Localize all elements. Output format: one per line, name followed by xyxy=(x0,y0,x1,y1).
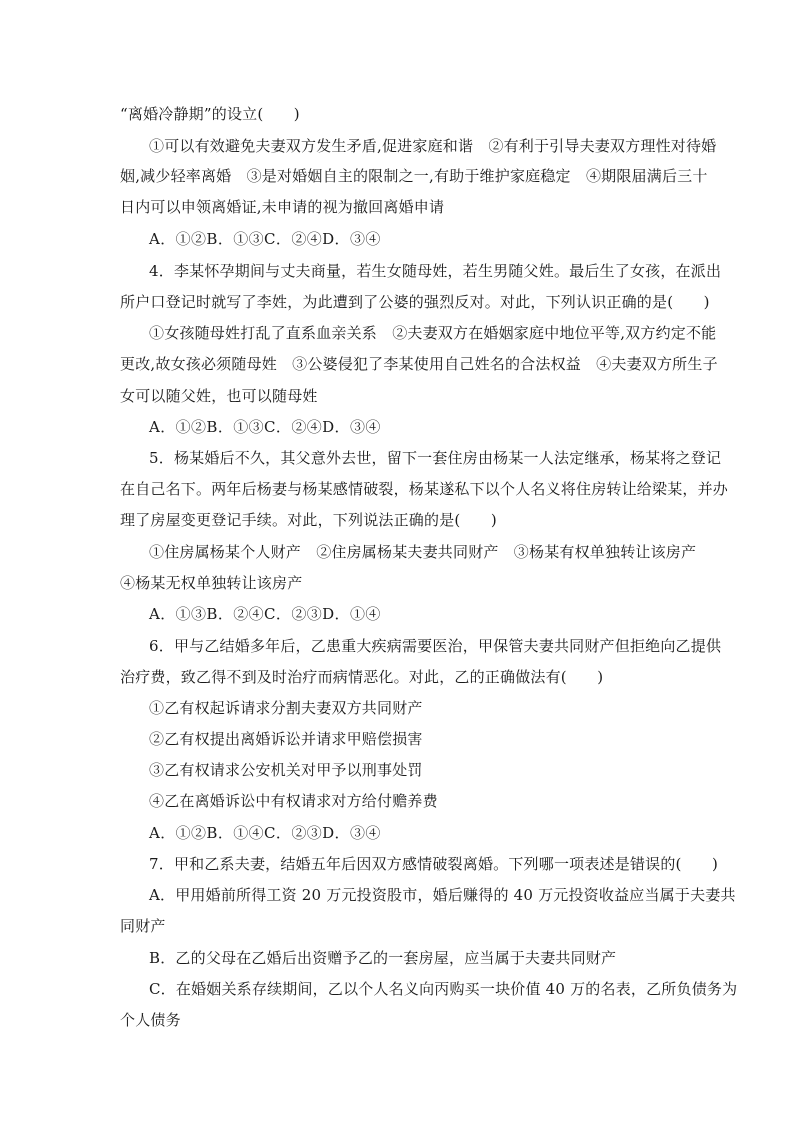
question-6-options: A．①②B．①④C．②③D．③④ xyxy=(149,824,381,842)
question-7-option-b: B．乙的父母在乙婚后出资赠予乙的一套房屋，应当属于夫妻共同财产 xyxy=(149,949,617,967)
question-5-statements-line-2: ④杨某无权单独转让该房产 xyxy=(120,574,303,592)
question-4-statements-line-2: 更改,故女孩必须随母姓 ③公婆侵犯了李某使用自己姓名的合法权益 ④夫妻双方所生子 xyxy=(120,355,718,373)
question-7-option-a-line-1: A．甲用婚前所得工资 20 万元投资股市，婚后赚得的 40 万元投资收益应当属于夫妻共 xyxy=(149,886,736,904)
question-3-statements-line-3: 日内可以申领离婚证,未申请的视为撤回离婚申请 xyxy=(120,198,445,216)
question-6-stem-line-1: 6．甲与乙结婚多年后，乙患重大疾病需要医治，甲保管夫妻共同财产但拒绝向乙提供 xyxy=(149,637,722,655)
question-6-statement-2: ②乙有权提出离婚诉讼并请求甲赔偿损害 xyxy=(149,730,423,748)
question-5-statements-line-1: ①住房属杨某个人财产 ②住房属杨某夫妻共同财产 ③杨某有权单独转让该房产 xyxy=(149,543,697,561)
question-5-stem-line-2: 在自己名下。两年后杨妻与杨某感情破裂，杨某遂私下以个人名义将住房转让给梁某，并办 xyxy=(120,480,729,498)
question-4-stem-line-1: 4．李某怀孕期间与丈夫商量，若生女随母姓，若生男随父姓。最后生了女孩，在派出 xyxy=(149,262,722,280)
question-6-statement-4: ④乙在离婚诉讼中有权请求对方给付赡养费 xyxy=(149,792,438,810)
question-6-stem-line-2: 治疗费，致乙得不到及时治疗而病情恶化。对此，乙的正确做法有( ) xyxy=(120,668,604,686)
question-3-options: A．①②B．①③C．②④D．③④ xyxy=(149,230,381,248)
question-5-stem-line-3: 理了房屋变更登记手续。对此，下列说法正确的是( ) xyxy=(120,511,497,529)
question-3-statements-line-1: ①可以有效避免夫妻双方发生矛盾,促进家庭和谐 ②有利于引导夫妻双方理性对待婚 xyxy=(149,137,717,155)
question-7-option-c-line-2: 个人债务 xyxy=(120,1011,181,1029)
question-5-stem-line-1: 5．杨某婚后不久，其父意外去世，留下一套住房由杨某一人法定继承，杨某将之登记 xyxy=(149,449,722,467)
question-5-options: A．①③B．②④C．②③D．①④ xyxy=(149,605,381,623)
question-7-option-c-line-1: C．在婚姻关系存续期间，乙以个人名义向丙购买一块价值 40 万的名表，乙所负债务为 xyxy=(149,980,738,998)
question-4-statements-line-3: 女可以随父姓，也可以随母姓 xyxy=(120,387,318,405)
question-4-stem-line-2: 所户口登记时就写了李姓，为此遭到了公婆的强烈反对。对此，下列认识正确的是( ) xyxy=(120,293,710,311)
question-7-option-a-line-2: 同财产 xyxy=(120,917,166,935)
question-3-stem-end: “离婚冷静期”的设立( ) xyxy=(120,105,300,123)
question-6-statement-3: ③乙有权请求公安机关对甲予以刑事处罚 xyxy=(149,761,423,779)
question-4-options: A．①②B．①③C．②④D．③④ xyxy=(149,418,381,436)
question-3-statements-line-2: 姻,减少轻率离婚 ③是对婚姻自主的限制之一,有助于维护家庭稳定 ④期限届满后三十 xyxy=(120,167,708,185)
question-7-stem: 7．甲和乙系夫妻，结婚五年后因双方感情破裂离婚。下列哪一项表述是错误的( ) xyxy=(149,855,719,873)
question-6-statement-1: ①乙有权起诉请求分割夫妻双方共同财产 xyxy=(149,699,423,717)
question-4-statements-line-1: ①女孩随母姓打乱了直系血亲关系 ②夫妻双方在婚姻家庭中地位平等,双方约定不能 xyxy=(149,324,717,342)
